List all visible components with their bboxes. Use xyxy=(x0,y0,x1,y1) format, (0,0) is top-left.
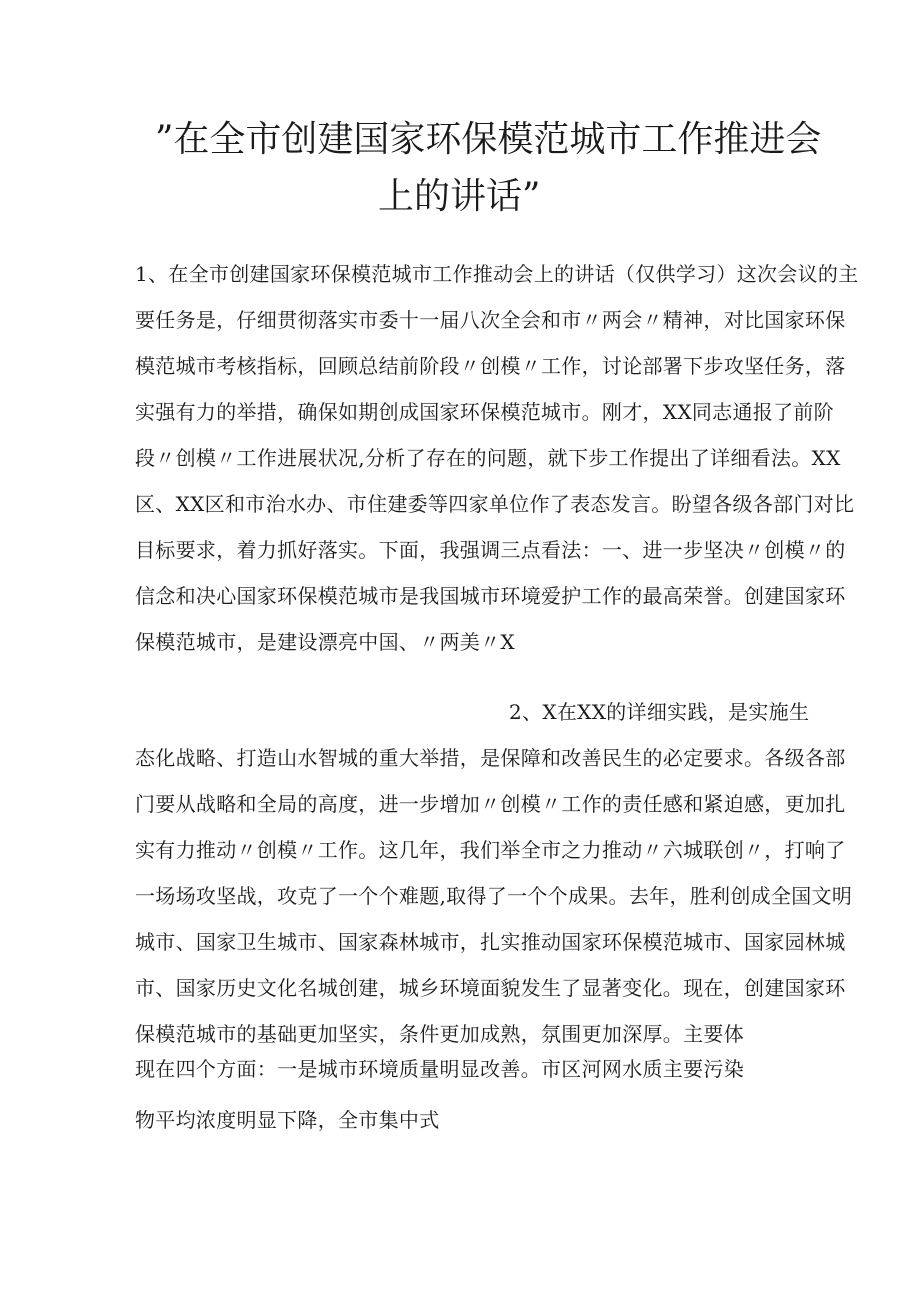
text-line: 现在四个方面：一是城市环境质量明显改善。市区河网水质主要污染 xyxy=(135,1057,744,1081)
text-line: 区、XX区和市治水办、市住建委等四家单位作了表态发言。盼望各级各部门对比 xyxy=(135,492,855,516)
text-line: 1、在全市创建国家环保模范城市工作推动会上的讲话（仅供学习）这次会议的主 xyxy=(135,262,859,286)
text-line: 物平均浓度明显下降，全市集中式 xyxy=(135,1108,440,1132)
text-line: 信念和决心国家环保模范城市是我国城市环境爱护工作的最高荣誉。创建国家环 xyxy=(135,584,846,608)
text-line: 模范城市考核指标，回顾总结前阶段〃创模〃工作，讨论部署下步攻坚任务，落 xyxy=(135,354,846,378)
text-line: 保模范城市，是建设漂亮中国、〃两美〃X xyxy=(135,630,515,654)
text-line: 态化战略、打造山水智城的重大举措，是保障和改善民生的必定要求。各级各部 xyxy=(135,746,846,770)
text-line: 实强有力的举措，确保如期创成国家环保模范城市。刚才，XX同志通报了前阶 xyxy=(135,400,834,424)
text-line: 市、国家历史文化名城创建，城乡环境面貌发生了显著变化。现在，创建国家环 xyxy=(135,976,846,1000)
text-line: 段〃创模〃工作进展状况,分析了存在的问题，就下步工作提出了详细看法。XX xyxy=(135,446,841,470)
text-line: 城市、国家卫生城市、国家森林城市，扎实推动国家环保模范城市、国家园林城 xyxy=(135,930,846,954)
text-line: 门要从战略和全局的高度，进一步增加〃创模〃工作的责任感和紧迫感，更加扎 xyxy=(135,792,846,816)
text-line: 目标要求，着力抓好落实。下面，我强调三点看法：一、进一步坚决〃创模〃的 xyxy=(135,538,846,562)
text-line: 一场场攻坚战，攻克了一个个难题,取得了一个个成果。去年，胜利创成全国文明 xyxy=(135,884,853,908)
text-line: 实有力推动〃创模〃工作。这几年，我们举全市之力推动〃六城联创〃，打响了 xyxy=(135,838,846,862)
text-line: 2、X在XX的详细实践，是实施生 xyxy=(509,700,810,724)
title-line-1: ”在全市创建国家环保模范城市工作推进会 xyxy=(155,119,822,160)
text-line: 要任务是，仔细贯彻落实市委十一届八次全会和市〃两会〃精神，对比国家环保 xyxy=(135,308,846,332)
text-line: 保模范城市的基础更加坚实，条件更加成熟，氛围更加深厚。主要体 xyxy=(135,1022,744,1046)
title-line-2: 上的讲话” xyxy=(378,176,541,217)
